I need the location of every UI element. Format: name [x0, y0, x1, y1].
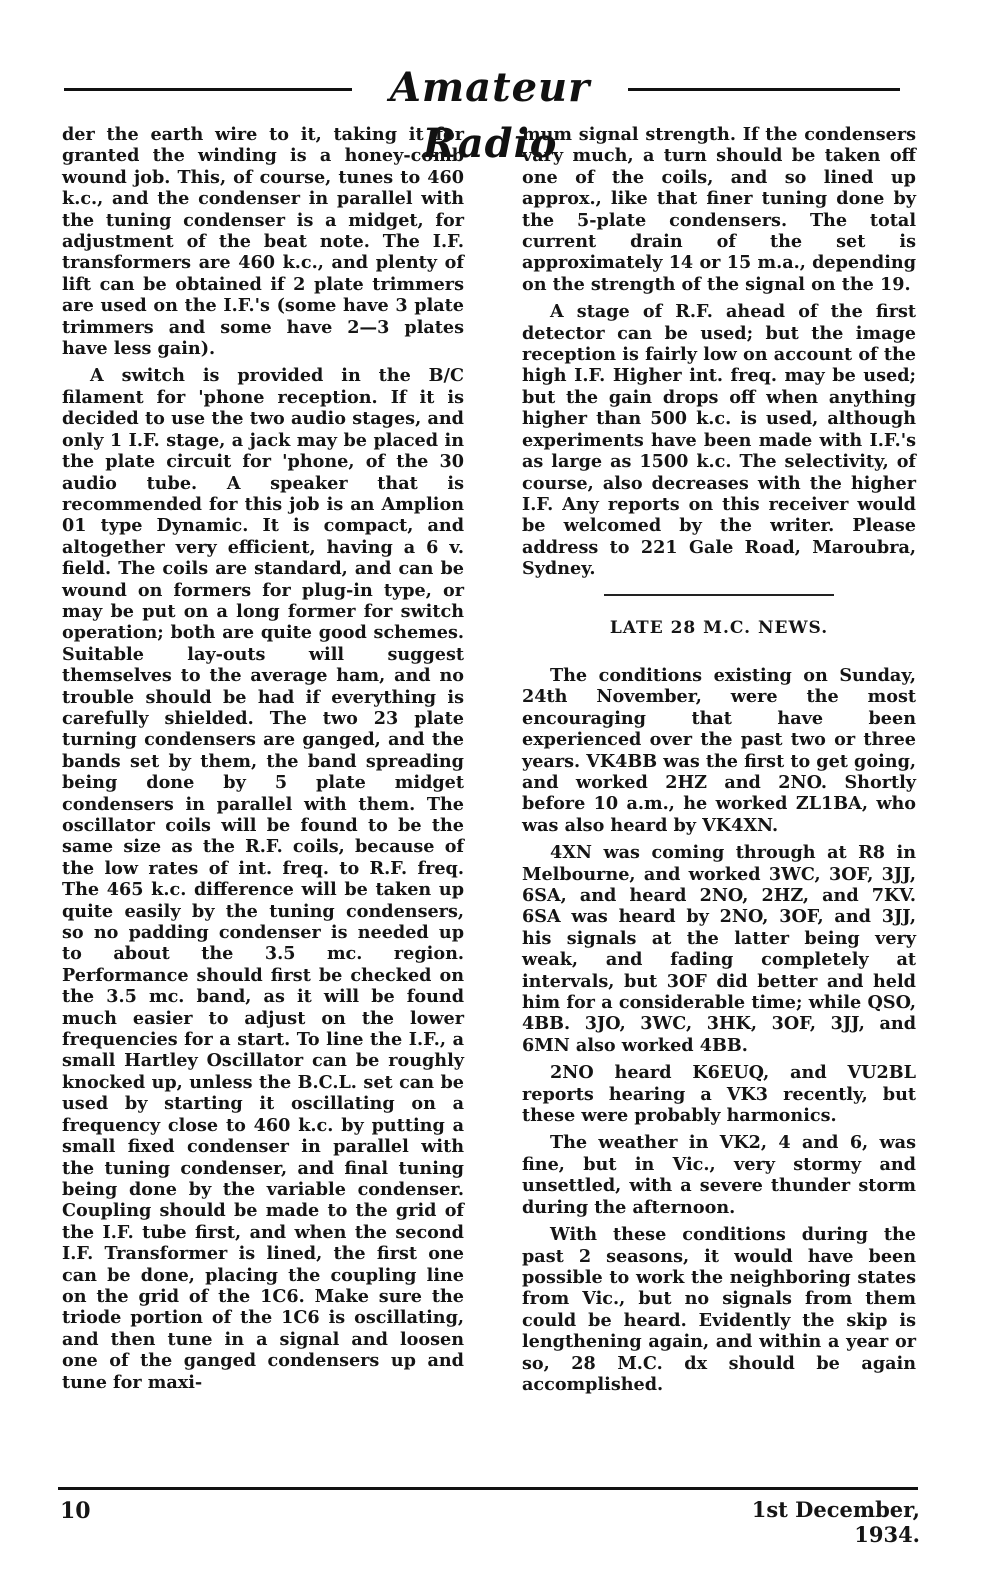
news-paragraph-5: With these conditions during the past 2 seasons, it would have been possible to work the neighboring states from Vic., but no signals from them could be heard. Evidently the skip is lengthening again, and within a year or so, 28 M.C. dx should be again accomplished.	[522, 1224, 916, 1395]
news-paragraph-4: The weather in VK2, 4 and 6, was fine, but in Vic., very stormy and unsettled, with a severe thunder storm during the afternoon.	[522, 1132, 916, 1218]
left-column	[62, 124, 464, 1399]
news-heading: LATE 28 M.C. NEWS.	[609, 617, 829, 638]
left-paragraph-1: der the earth wire to it, taking it for granted the winding is a honey-comb wound job. This, of course, tunes to 460 k.c., and the condenser in parallel with the tuning condenser is a midget, for adjustment of the beat note. The I.F. transformers are 460 k.c., and plenty of lift can be obtained if 2 plate trimmers are used on the I.F.'s (some have 3 plate trimmers and some have 2—3 plates have less gain).	[62, 124, 464, 360]
section-divider	[604, 594, 834, 596]
masthead	[0, 60, 1000, 167]
masthead-rule-right	[628, 88, 900, 91]
footer-rule	[58, 1487, 918, 1490]
right-column	[522, 124, 916, 1401]
right-paragraph-2: A stage of R.F. ahead of the first detector can be used; but the image reception is fairly low on account of the high I.F. Higher int. freq. may be used; but the gain drops off when anything higher than 500 k.c. is used, although experiments have been made with I.F.'s as large as 1500 k.c. The selectivity, of course, also decreases with the higher I.F. Any reports on this receiver would be welcomed by the writer. Please address to 221 Gale Road, Maroubra, Sydney.	[522, 301, 916, 580]
news-paragraph-2: 4XN was coming through at R8 in Melbourne, and worked 3WC, 3OF, 3JJ, 6SA, and heard 2NO, 2HZ, and 7KV. 6SA was heard by 2NO, 3OF, and 3JJ, his signals at the latter being very weak, and fading completely at intervals, but 3OF did better and held him for a considerable time; while QSO, 4BB. 3JO, 3WC, 3HK, 3OF, 3JJ, and 6MN also worked 4BB.	[522, 842, 916, 1056]
news-paragraph-3: 2NO heard K6EUQ, and VU2BL reports hearing a VK3 recently, but these were probably harmonics.	[522, 1062, 916, 1127]
right-paragraph-1: mum signal strength. If the condensers vary much, a turn should be taken off one of the coils, and so lined up approx., like that finer tuning done by the 5-plate condensers. The total current drain of the set is approximately 14 or 15 m.a., depending on the strength of the signal on the 19.	[522, 124, 916, 295]
news-paragraph-1: The conditions existing on Sunday, 24th November, were the most encouraging that have been experienced over the past two or three years. VK4BB was the first to get going, and worked 2HZ and 2NO. Shortly before 10 a.m., he worked ZL1BA, who was also heard by VK4XN.	[522, 664, 916, 836]
masthead-rule-left	[64, 88, 352, 91]
issue-date: 1st December, 1934.	[751, 1497, 920, 1547]
left-paragraph-2: A switch is provided in the B/C filament for 'phone reception. If it is decided to use the two audio stages, and only 1 I.F. stage, a jack may be placed in the plate circuit for 'phone, of the 30 audio tube. A speaker that is recommended for this job is an Amplion 01 type Dynamic. It is compact, and altogether very efficient, having a 6 v. field. The coils are standard, and can be wound on formers for plug-in type, or may be put on a long former for switch operation; both are quite good schemes. Suitable lay-outs will suggest themselves to the average ham, and no trouble should be had if everything is carefully shielded. The two 23 plate turning condensers are ganged, and the bands set by them, the band spreading being done by 5 plate midget condensers in parallel with them. The oscillator coils will be found to be the same size as the R.F. coils, because of the low rates of int. freq. to R.F. freq. The 465 k.c. difference will be taken up quite easily by the tuning condensers, so no padding condenser is needed up to about the 3.5 mc. region. Performance should first be checked on the 3.5 mc. band, as it will be found much easier to adjust on the lower frequencies for a start. To line the I.F., a small Hartley Oscillator can be roughly knocked up, unless the B.C.L. set can be used by starting it oscillating on a frequency close to 460 k.c. by putting a small fixed condenser in parallel with the tuning condenser, and final tuning being done by the variable condenser. Coupling should be made to the grid of the I.F. tube first, and when the second I.F. Transformer is lined, the first one can be done, placing the coupling line on the grid of the 1C6. Make sure the triode portion of the 1C6 is oscillating, and then tune in a signal and loosen one of the ganged condensers up and tune for maxi-	[62, 365, 464, 1393]
masthead-title: Amateur Radio	[389, 64, 591, 167]
page-number: 10	[60, 1498, 91, 1524]
